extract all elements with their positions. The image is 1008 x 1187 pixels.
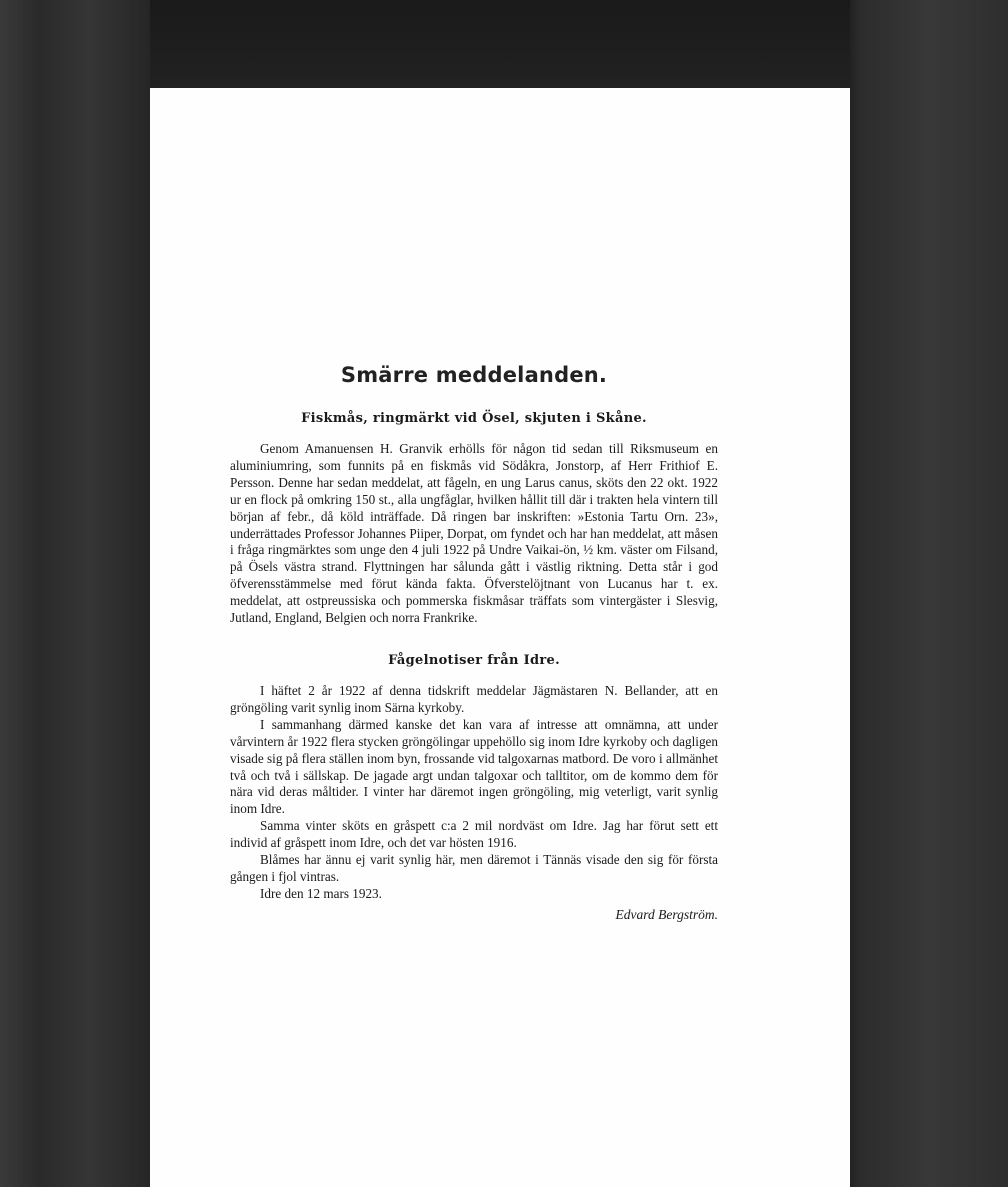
section-gap	[230, 627, 718, 653]
signature: Edvard Bergström.	[615, 906, 718, 922]
page-content	[230, 363, 718, 923]
section-fiskmas	[230, 411, 718, 627]
section-heading: Fågelnotiser från Idre.	[388, 652, 560, 668]
page-title: Smärre meddelanden.	[340, 363, 608, 387]
paragraph: I sammanhang därmed kanske det kan vara af intresse att omnämna, att under vårvintern år 1922 flera stycken gröngölingar uppehöllo sig inom Idre kyrkoby och dagligen visade sig på flera ställen inom byn, frossande vid talgoxarnas matbord. De voro i allmänhet två och två i sällskap. De jagade argt undan talgoxar och talltitor, om de kommo dem för nära vid deras måltider. I vinter har däremot ingen gröngöling, mig veterligt, varit synlig inom Idre.	[230, 716, 718, 817]
dateline: Idre den 12 mars 1923.	[260, 885, 382, 901]
section-heading: Fiskmås, ringmärkt vid Ösel, skjuten i Skåne.	[301, 411, 647, 426]
paragraph: Samma vinter sköts en gråspett c:a 2 mil nordväst om Idre. Jag har förut sett ett individ af gråspett inom Idre, och det var hösten 1916.	[230, 818, 718, 851]
scan-top-band	[150, 0, 850, 92]
paragraph: I häftet 2 år 1922 af denna tidskrift meddelar Jägmästaren N. Bellander, att en gröngöling varit synlig inom Särna kyrkoby.	[230, 682, 718, 715]
section-fagelnotiser	[230, 653, 718, 923]
paragraph: Blåmes har ännu ej varit synlig här, men däremot i Tännäs visade den sig för första gången i fjol vintras.	[230, 852, 718, 884]
document-page	[150, 88, 850, 1187]
paragraph: Genom Amanuensen H. Granvik erhölls för någon tid sedan till Riksmuseum en aluminiumring, som funnits på en fiskmås vid Södåkra, Jonstorp, af Herr Frithiof E. Persson. Denne har sedan meddelat, att fågeln, en ung Larus canus, sköts den 22 okt. 1922 ur en flock på omkring 150 st., alla ungfåglar, hvilken hållit till där i trakten hela vintern till början af febr., då köld inträffade. Då ringen bar inskriften: »Estonia Tartu Orn. 23», underrättades Professor Johannes Piiper, Dorpat, om fyndet och har han meddelat, att måsen i fråga ringmärktes som unge den 4 juli 1922 på Undre Vaikai-ön, ½ km. väster om Filsand, på Ösels västra strand. Flyttningen har sålunda gått i västlig riktning. Detta står i god öfverensstämmelse med förut kända fakta. Öfverstelöjtnant von Lucanus har t. ex. meddelat, att ostpreussiska och pommerska fiskmåsar träffats som vintergäster i Slesvig, Jutland, England, Belgien och norra Frankrike.	[230, 441, 718, 626]
